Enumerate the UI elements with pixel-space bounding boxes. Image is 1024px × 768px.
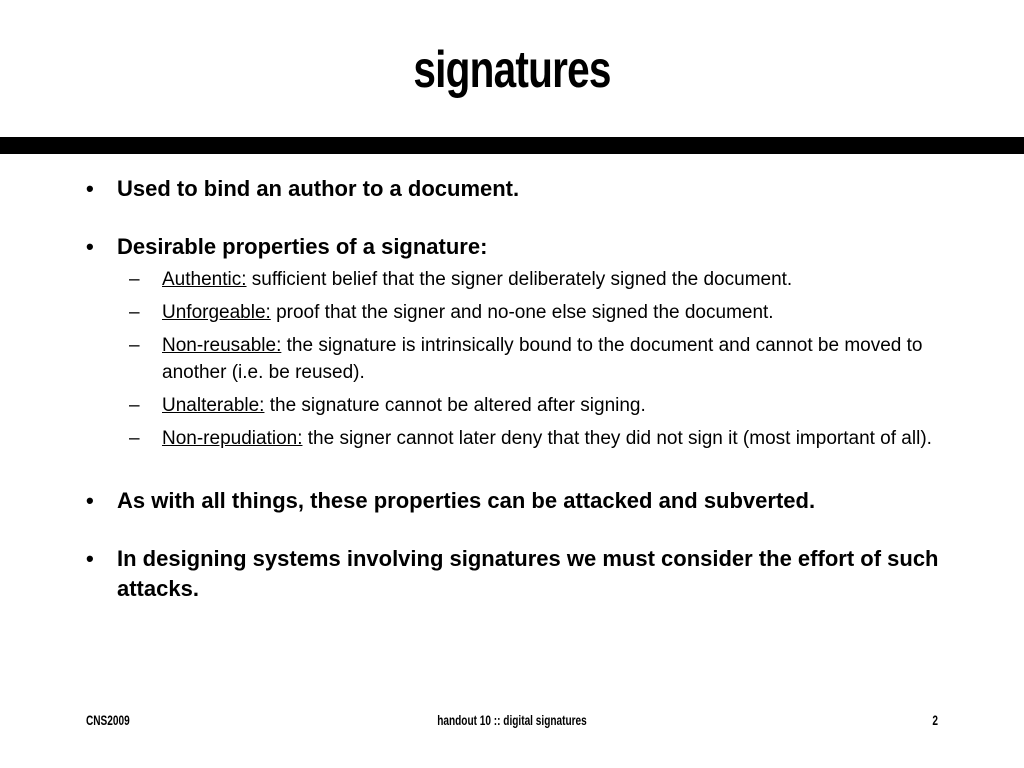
property-term: Non-repudiation:	[162, 428, 303, 449]
bullet-text: In designing systems involving signatures we must consider the effort of such attacks.	[117, 546, 939, 601]
property-term: Authentic:	[162, 269, 247, 290]
bullet-text: Desirable properties of a signature:	[117, 234, 488, 259]
property-description: sufficient belief that the signer deliberately signed the document.	[251, 269, 793, 290]
sub-bullet-marker: –	[129, 395, 140, 416]
sub-bullet-list	[78, 266, 958, 452]
bullet-item	[78, 232, 958, 262]
property-term: Unalterable:	[162, 395, 265, 416]
bullet-item	[78, 486, 958, 516]
slide-number: 2	[932, 712, 938, 728]
footer-course-code: CNS2009	[86, 712, 130, 728]
bullet-marker: •	[86, 176, 94, 201]
property-description: the signature cannot be altered after signing.	[269, 395, 646, 416]
sub-bullet-marker: –	[129, 269, 140, 290]
footer-handout-title: handout 10 :: digital signatures	[437, 712, 587, 728]
bullet-marker: •	[86, 488, 94, 513]
sub-bullet-item	[78, 392, 942, 419]
title-divider	[0, 137, 1024, 154]
sub-bullet-item	[78, 332, 942, 386]
bullet-marker: •	[86, 234, 94, 259]
sub-bullet-marker: –	[129, 302, 140, 323]
sub-bullet-marker: –	[129, 335, 140, 356]
bullet-text: Used to bind an author to a document.	[117, 176, 520, 201]
bullet-marker: •	[86, 546, 94, 571]
property-term: Unforgeable:	[162, 302, 271, 323]
property-description: proof that the signer and no-one else signed the document.	[276, 302, 774, 323]
sub-bullet-item	[78, 425, 942, 452]
property-description: the signature is intrinsically bound to the document and cannot be moved to another (i.e. be reused).	[162, 335, 923, 383]
sub-bullet-marker: –	[129, 428, 140, 449]
bullet-item	[78, 544, 958, 604]
property-term: Non-reusable:	[162, 335, 282, 356]
bullet-text: As with all things, these properties can be attacked and subverted.	[117, 488, 816, 513]
slide-title: signatures	[413, 41, 611, 99]
slide-body	[78, 174, 958, 604]
property-description: the signer cannot later deny that they did not sign it (most important of all).	[307, 428, 932, 449]
sub-bullet-item	[78, 299, 942, 326]
sub-bullet-item	[78, 266, 942, 293]
bullet-item	[78, 174, 958, 204]
